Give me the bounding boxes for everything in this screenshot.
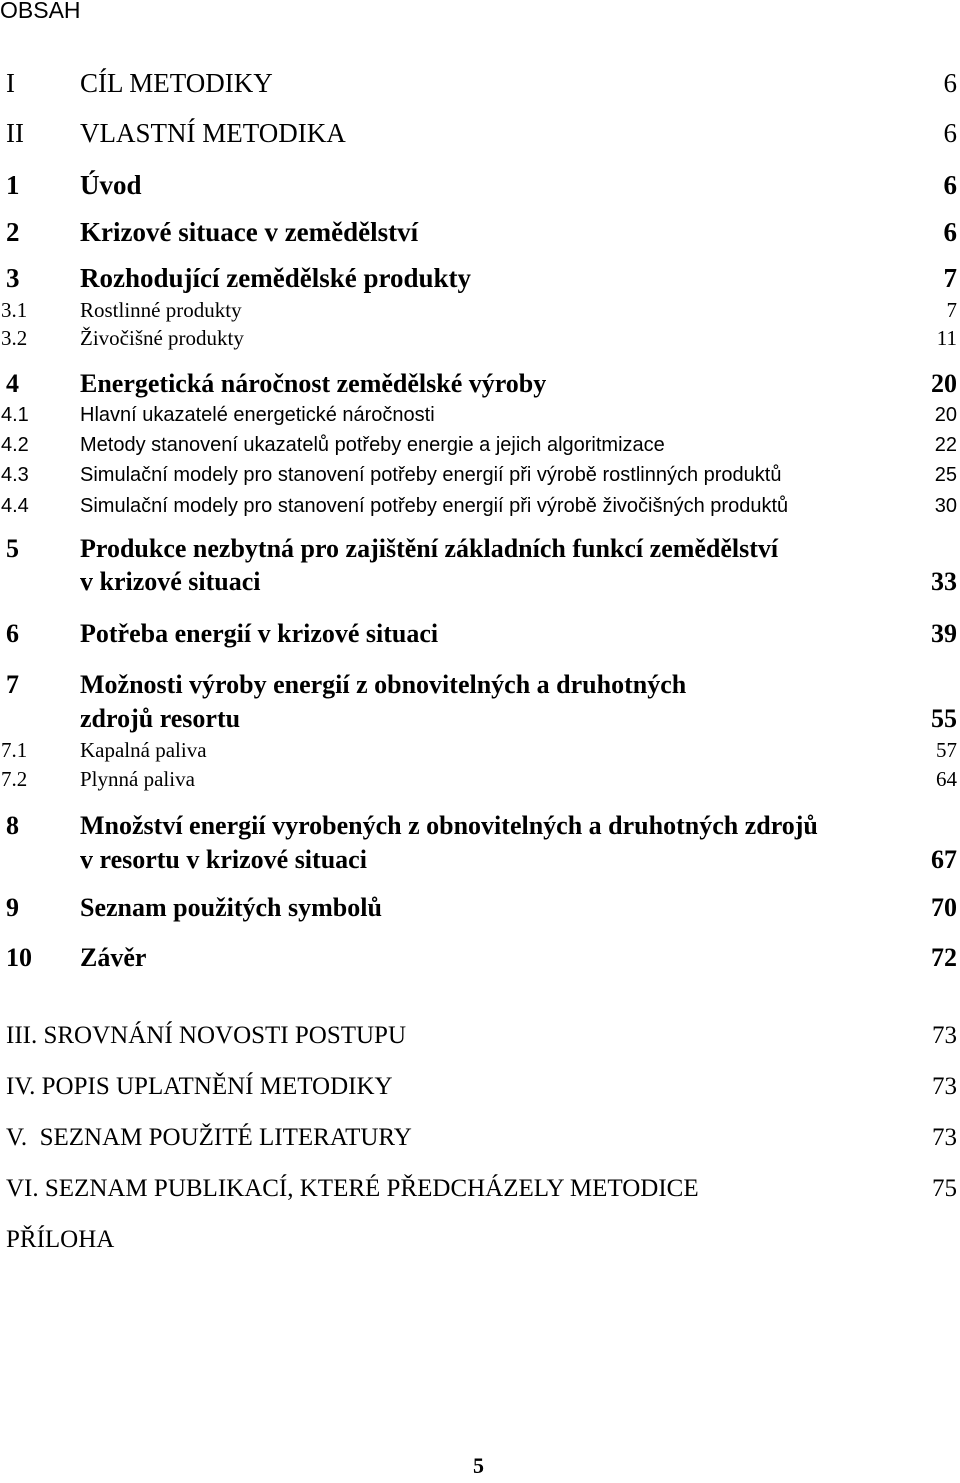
toc-entry-title: Kapalná paliva [80, 738, 207, 762]
toc-entry-page: 20 [931, 369, 957, 398]
toc-entry-page: 11 [936, 326, 957, 350]
toc-entry-number: 7.2 [1, 767, 28, 791]
toc-entry-page: 6 [943, 118, 957, 148]
toc-entry-title: Rostlinné produkty [80, 298, 242, 322]
toc-entry-number: 8 [6, 811, 19, 840]
toc-entry-number: 4 [6, 369, 19, 398]
toc-entry-number: 6 [6, 619, 19, 648]
toc-entry-title-line2: zdrojů resortu [80, 704, 241, 733]
toc-entry-title: CÍL METODIKY [80, 68, 273, 98]
toc-entry-number: 4.1 [1, 404, 29, 426]
toc-entry-number: 4.4 [1, 495, 29, 517]
toc-entry-page: 55 [931, 704, 957, 733]
toc-section-page: 75 [932, 1175, 957, 1202]
toc-entry-title: Rozhodující zemědělské produkty [80, 263, 472, 293]
toc-entry-number: 5 [6, 534, 19, 563]
toc-entry-number: 2 [6, 217, 20, 247]
toc-entry-title: Seznam použitých symbolů [80, 893, 382, 922]
toc-entry-number: II [6, 118, 24, 148]
toc-entry-number: 7 [6, 670, 19, 699]
toc-entry-page: 20 [934, 404, 957, 426]
toc-entry-number: 4.3 [1, 464, 29, 486]
toc-section-label: PŘÍLOHA [6, 1226, 115, 1253]
toc-section-page: 73 [932, 1022, 957, 1049]
toc-entry-number: 1 [6, 170, 20, 200]
toc-entry-page: 39 [931, 619, 957, 648]
toc-section-label: III. SROVNÁNÍ NOVOSTI POSTUPU [6, 1022, 407, 1049]
toc-entry-page: 7 [946, 298, 957, 322]
toc-entry-title: Produkce nezbytná pro zajištění základních funkcí zemědělství [80, 534, 779, 563]
toc-entry-title: Krizové situace v zemědělství [80, 217, 419, 247]
toc-entry-page: 33 [931, 567, 957, 596]
toc-entry-page: 70 [931, 893, 957, 922]
toc-entry-title: Možnosti výroby energií z obnovitelných a druhotných [80, 670, 687, 699]
toc-entry-title: Úvod [80, 170, 142, 200]
toc-entry-title: Potřeba energií v krizové situaci [80, 619, 439, 648]
toc-entry-page: 6 [943, 170, 957, 200]
toc-entry-title: Závěr [80, 943, 147, 972]
toc-entry-title: Množství energií vyrobených z obnovitelných a druhotných zdrojů [80, 811, 818, 840]
toc-entry-title: Hlavní ukazatelé energetické náročnosti [80, 404, 435, 426]
toc-entry-page: 64 [936, 767, 957, 791]
toc-heading: OBSAH [0, 0, 81, 23]
toc-entry-title-line2: v krizové situaci [80, 567, 261, 596]
toc-entry-title: Živočišné produkty [80, 326, 244, 350]
toc-entry-page: 6 [943, 68, 957, 98]
toc-entry-page: 67 [931, 845, 957, 874]
toc-entry-number: 4.2 [1, 434, 29, 456]
toc-entry-title: Metody stanovení ukazatelů potřeby energie a jejich algoritmizace [80, 434, 665, 456]
toc-entry-number: 3.1 [1, 298, 28, 322]
toc-entry-page: 72 [931, 943, 957, 972]
toc-section-label: VI. SEZNAM PUBLIKACÍ, KTERÉ PŘEDCHÁZELY METODICE [6, 1175, 699, 1202]
toc-section-label: V. SEZNAM POUŽITÉ LITERATURY [6, 1124, 412, 1151]
toc-entry-number: I [6, 68, 15, 98]
toc-entry-title: Simulační modely pro stanovení potřeby energií při výrobě rostlinných produktů [80, 464, 782, 486]
toc-entry-title: Plynná paliva [80, 767, 195, 791]
toc-entry-title: Energetická náročnost zemědělské výroby [80, 369, 547, 398]
toc-entry-page: 30 [934, 495, 957, 517]
toc-section-label: IV. POPIS UPLATNĚNÍ METODIKY [6, 1073, 393, 1100]
toc-entry-number: 3.2 [1, 326, 28, 350]
toc-section-page: 73 [932, 1073, 957, 1100]
toc-entry-page: 22 [934, 434, 957, 456]
toc-entry-page: 57 [936, 738, 957, 762]
toc-entry-number: 9 [6, 893, 19, 922]
toc-entry-page: 6 [943, 217, 957, 247]
toc-section-page: 73 [932, 1124, 957, 1151]
toc-entry-title: VLASTNÍ METODIKA [80, 118, 346, 148]
toc-entry-number: 10 [6, 943, 32, 972]
toc-entry-number: 3 [6, 263, 20, 293]
toc-entry-title-line2: v resortu v krizové situaci [80, 845, 367, 874]
page-number: 5 [473, 1453, 484, 1478]
toc-entry-title: Simulační modely pro stanovení potřeby energií při výrobě živočišných produktů [80, 495, 789, 517]
toc-entry-number: 7.1 [1, 738, 28, 762]
toc-entry-page: 25 [934, 464, 957, 486]
toc-entry-page: 7 [943, 263, 957, 293]
